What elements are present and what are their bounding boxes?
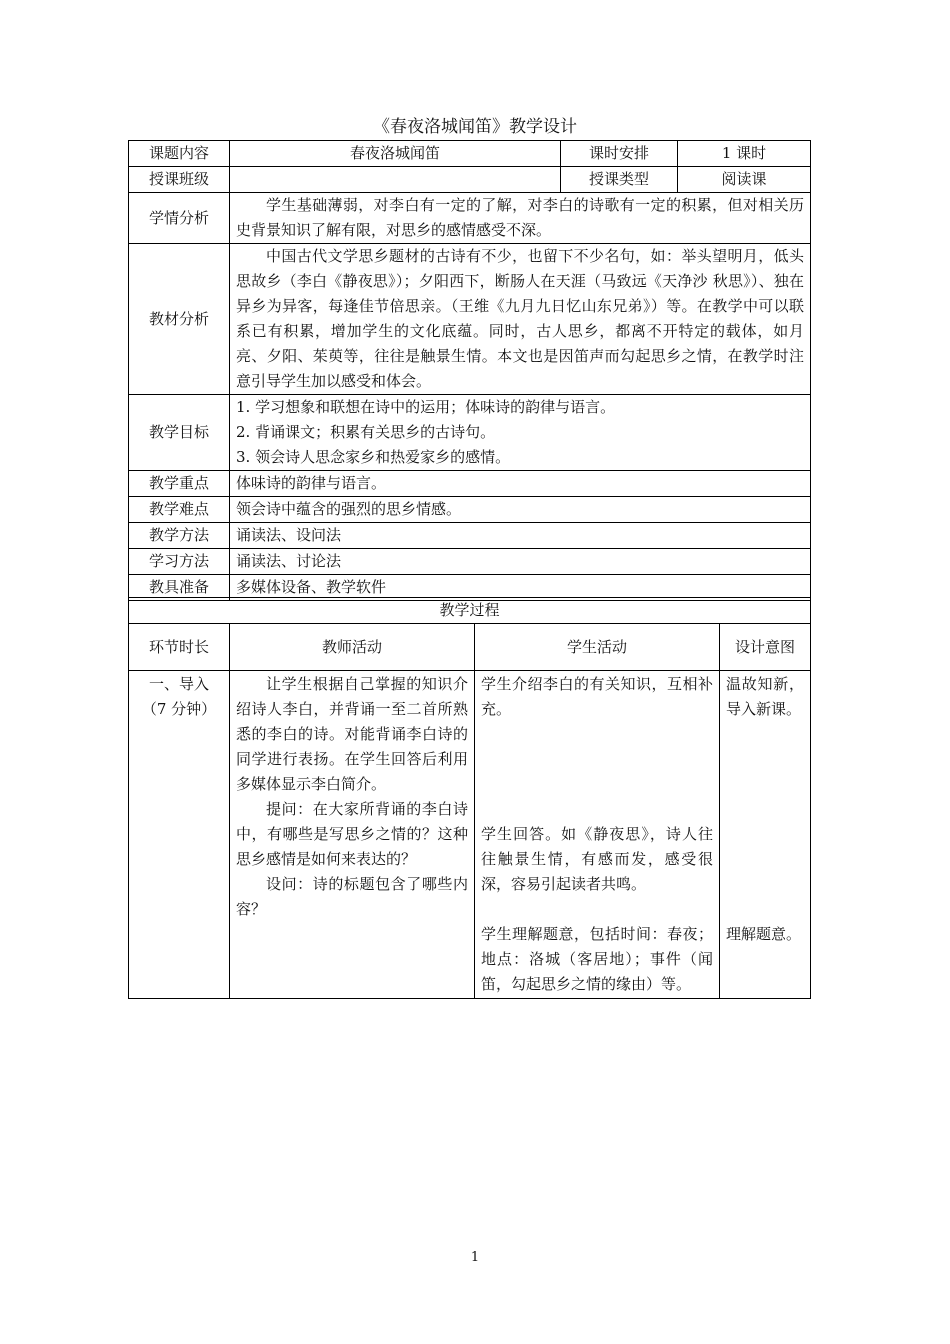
- difficulty-value: 领会诗中蕴含的强烈的思乡情感。: [230, 497, 811, 523]
- process-title: 教学过程: [129, 598, 811, 624]
- learning-method-value: 诵读法、讨论法: [230, 549, 811, 575]
- learning-method-row: [129, 549, 811, 575]
- student-activity-cell: [475, 671, 720, 999]
- header-teacher: 教师活动: [230, 624, 475, 671]
- schedule-value: 1 课时: [678, 141, 811, 167]
- difficulty-row: [129, 497, 811, 523]
- class-value: [230, 167, 561, 193]
- difficulty-label: 教学难点: [129, 497, 230, 523]
- intent-cell: [720, 671, 811, 999]
- goals-list: [230, 395, 811, 471]
- stage-time: （7 分钟）: [141, 700, 217, 718]
- student-activity: 学生介绍李白的有关知识，互相补充。: [481, 675, 713, 718]
- key-point-label: 教学重点: [129, 471, 230, 497]
- student-analysis-row: [129, 193, 811, 244]
- equipment-label: 教具准备: [129, 575, 230, 601]
- header-intent: 设计意图: [720, 624, 811, 671]
- process-row-intro: [129, 671, 811, 999]
- class-label: 授课班级: [129, 167, 230, 193]
- class-row: [129, 167, 811, 193]
- type-label: 授课类型: [561, 167, 678, 193]
- goal-item: 2. 背诵课文；积累有关思乡的古诗句。: [236, 423, 496, 441]
- equipment-value: 多媒体设备、教学软件: [230, 575, 811, 601]
- process-header-row: [129, 624, 811, 671]
- stage-cell: [129, 671, 230, 999]
- teaching-process-table: [128, 597, 811, 999]
- student-activity: 学生回答。如《静夜思》，诗人往往触景生情，有感而发，感受很深，容易引起读者共鸣。: [481, 825, 713, 893]
- teaching-method-value: 诵读法、设问法: [230, 523, 811, 549]
- lesson-info-table: [128, 140, 811, 601]
- topic-value: 春夜洛城闻笛: [230, 141, 561, 167]
- topic-label: 课题内容: [129, 141, 230, 167]
- goals-row: [129, 395, 811, 471]
- material-analysis-row: [129, 244, 811, 395]
- teacher-activity: 设问：诗的标题包含了哪些内容？: [236, 875, 468, 918]
- material-analysis-text: 中国古代文学思乡题材的古诗有不少，也留下不少名句，如：举头望明月，低头思故乡（李白《静夜思》）；夕阳西下，断肠人在天涯（马致远《天净沙 秋思》）、独在异乡为异客，每逢佳节倍思亲。（王维《九月九日忆山东兄弟》）等。在教学中可以联系已有积累，增加学生的文化底蕴。同时，古人思乡，都离不开特定的载体，如月亮、夕阳、茱萸等，往往是触景生情。本文也是因笛声而勾起思乡之情，在教学时注意引导学生加以感受和体会。: [230, 244, 811, 395]
- goals-label: 教学目标: [129, 395, 230, 471]
- key-point-value: 体味诗的韵律与语言。: [230, 471, 811, 497]
- page-number: 1: [470, 1250, 480, 1265]
- teaching-method-row: [129, 523, 811, 549]
- key-point-row: [129, 471, 811, 497]
- schedule-label: 课时安排: [561, 141, 678, 167]
- goal-item: 3. 领会诗人思念家乡和热爱家乡的感情。: [236, 448, 511, 466]
- process-title-row: [129, 598, 811, 624]
- student-activity: 学生理解题意，包括时间：春夜；地点：洛城（客居地）；事件（闻笛，勾起思乡之情的缘由）等。: [481, 925, 713, 993]
- goal-item: 1. 学习想象和联想在诗中的运用；体味诗的韵律与语言。: [236, 398, 616, 416]
- design-intent: 温故知新，导入新课。: [726, 675, 805, 718]
- stage-name: 一、导入: [148, 675, 209, 693]
- teacher-activity: 让学生根据自己掌握的知识介绍诗人李白，并背诵一至二首所熟悉的李白的诗。对能背诵李白诗的同学进行表扬。在学生回答后利用多媒体显示李白简介。: [236, 675, 468, 793]
- header-student: 学生活动: [475, 624, 720, 671]
- teacher-activity: 提问：在大家所背诵的李白诗中，有哪些是写思乡之情的？这种思乡感情是如何来表达的？: [236, 800, 468, 868]
- learning-method-label: 学习方法: [129, 549, 230, 575]
- design-intent: 理解题意。: [726, 925, 802, 943]
- material-analysis-label: 教材分析: [129, 244, 230, 395]
- page-title: 《春夜洛城闻笛》教学设计: [373, 117, 577, 137]
- header-stage: 环节时长: [129, 624, 230, 671]
- type-value: 阅读课: [678, 167, 811, 193]
- student-analysis-label: 学情分析: [129, 193, 230, 244]
- topic-row: [129, 141, 811, 167]
- student-analysis-text: 学生基础薄弱，对李白有一定的了解，对李白的诗歌有一定的积累，但对相关历史背景知识了解有限，对思乡的感情感受不深。: [230, 193, 811, 244]
- teaching-method-label: 教学方法: [129, 523, 230, 549]
- teacher-activity-cell: [230, 671, 475, 999]
